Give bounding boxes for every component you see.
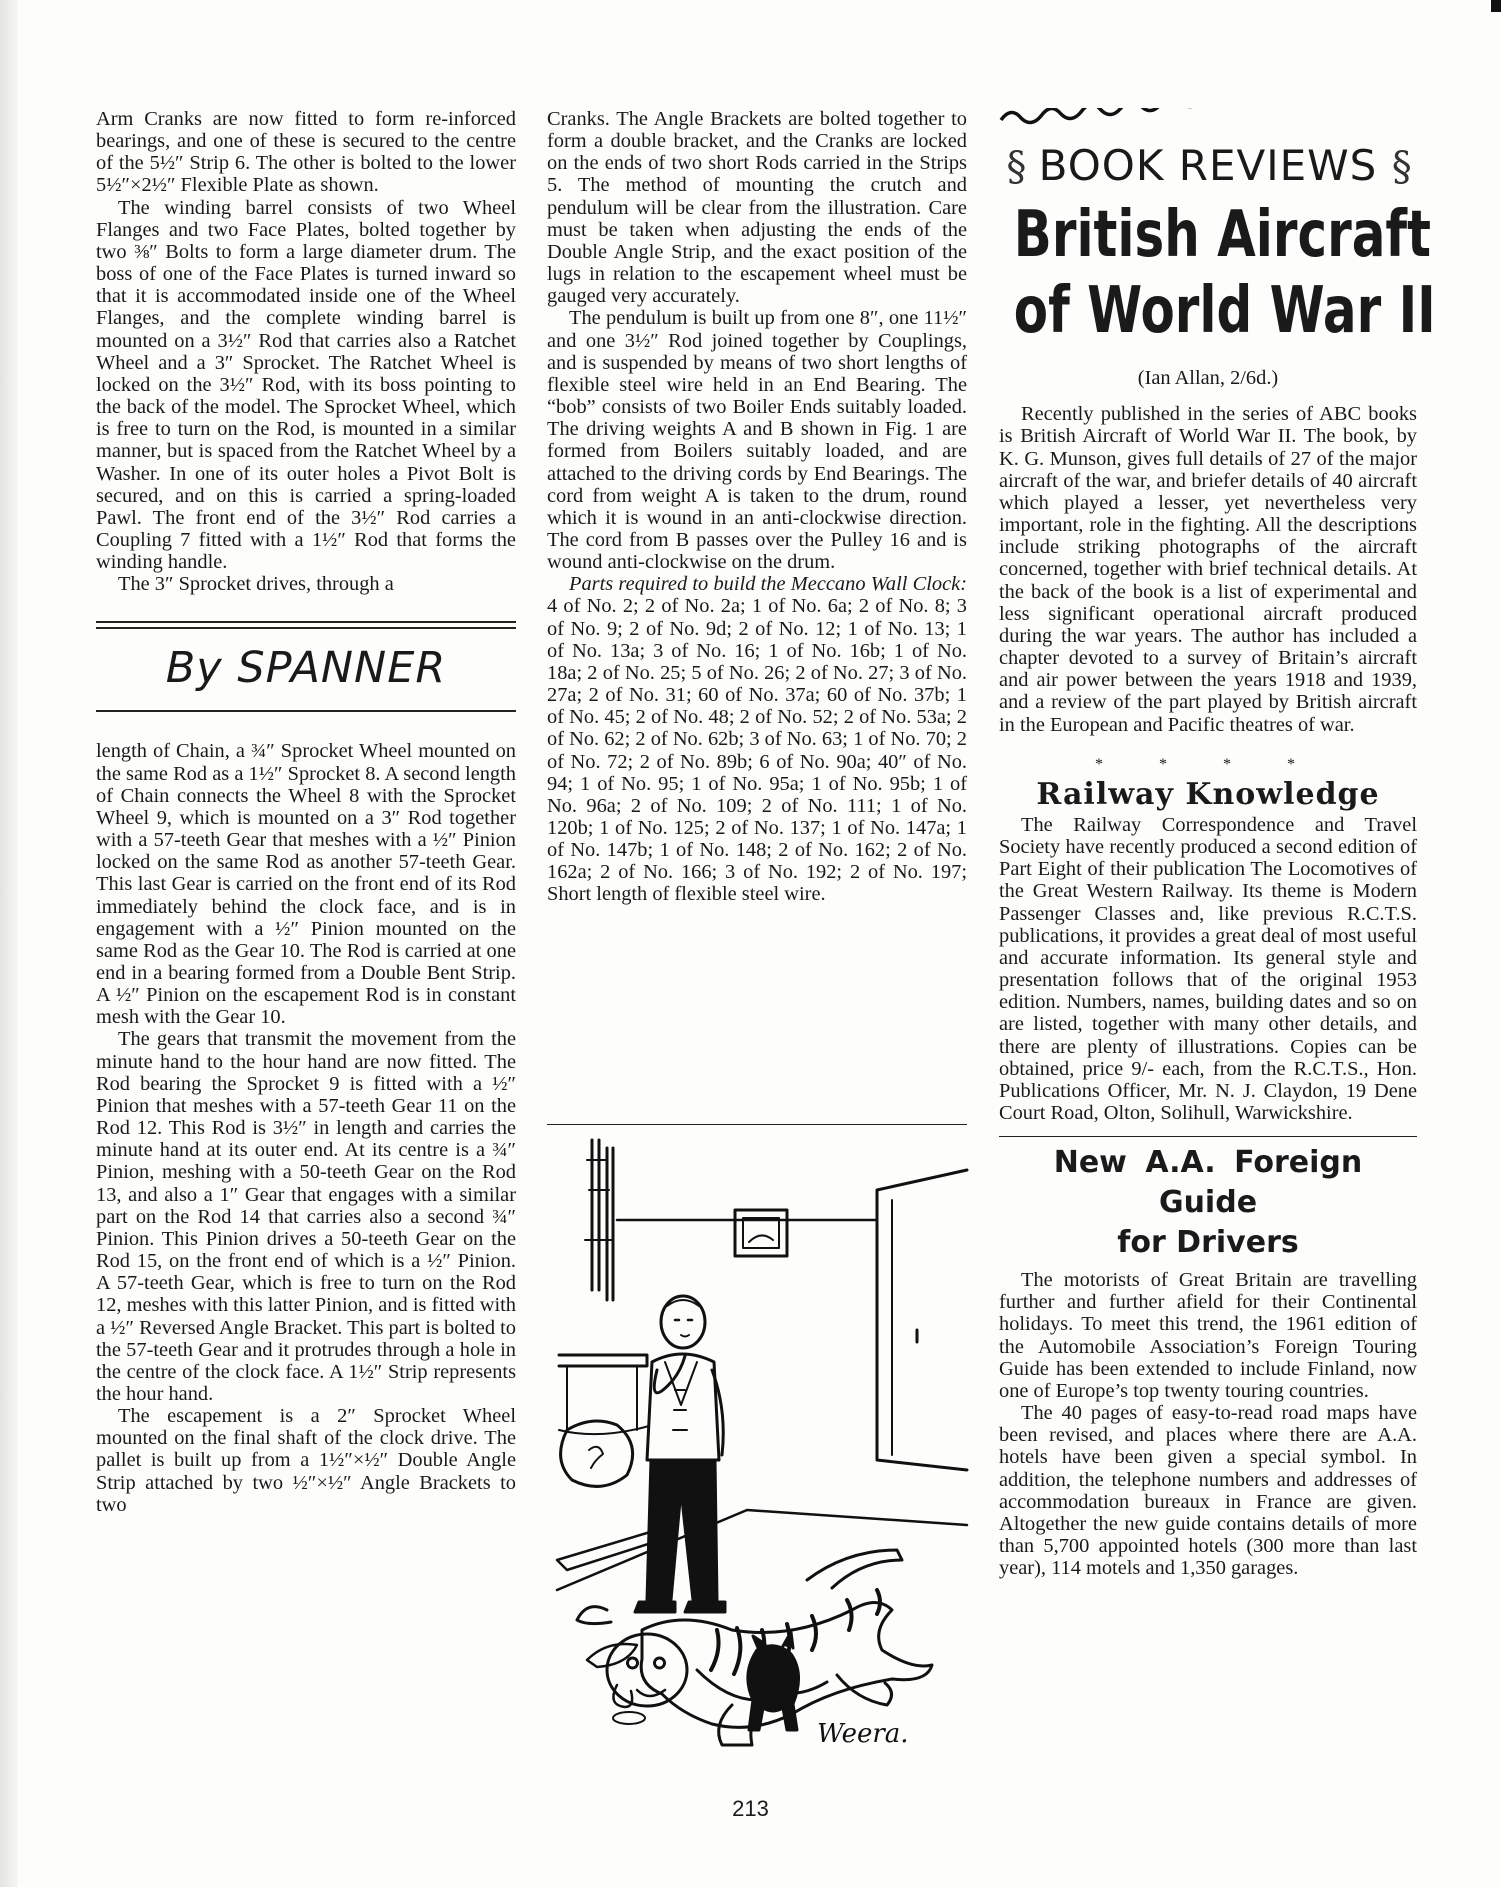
article-column-2: [547, 108, 967, 906]
article-column-1: [96, 108, 516, 1516]
parts-list-label: Parts required to build the Meccano Wall Clock:: [569, 573, 967, 596]
article-paragraph: The gears that transmit the movement from the minute hand to the hour hand are now fitted. The Rod bearing the Sprocket 9 is fitted with a ½″ Pinion that meshes with a 57-teeth Gear 11 on the Rod 12. This Rod is 3½″ in length and carries the minute hand at its outer end. At its centre is a ¾″ Pinion, meshing with a 50-teeth Gear on the Rod 13, and also a 1″ Gear that engages with a similar part on the Rod 14 that carries also a second ¾″ Pinion. This Pinion drives a 50-teeth Gear on the Rod 15, on the front end of which is a ½″ Pinion. A 57-teeth Gear, which is free to turn on the Rod 12, meshes with this latter Pinion, and is fitted with a ½″ Reversed Angle Bracket. This part is bolted to the 57-teeth Gear and it protrudes through a hole in the centre of the clock face. A 1½″ Strip represents the hour hand.: [96, 1028, 516, 1405]
article-paragraph: The 3″ Sprocket drives, through a: [118, 573, 394, 596]
book-title-line-2: of World War II: [1013, 274, 1436, 349]
review-paragraph: The motorists of Great Britain are travelling further and further afield for their Continental holidays. To meet this trend, the 1961 edition of the Automobile Association’s Foreign Touring Guide has been extended to include Finland, now one of Europe’s top twenty touring countries.: [999, 1269, 1417, 1402]
section-heading: [999, 137, 1417, 197]
author-byline: By SPANNER: [165, 643, 447, 694]
page-edge-shadow: [0, 0, 18, 1887]
book-title-line-1: British Aircraft: [1013, 198, 1432, 273]
article-paragraph: The escapement is a 2″ Sprocket Wheel mounted on the final shaft of the clock drive. The pallet is built up from a 1½″×½″ Double Angle Strip attached by two ½″×½″ Angle Brackets to two: [96, 1405, 516, 1516]
decorative-wave-border: [999, 108, 1417, 126]
byline-rule-bottom: [96, 710, 516, 712]
parts-list: [547, 573, 967, 905]
section-heading-text: BOOK REVIEWS: [1038, 141, 1378, 191]
article-paragraph: The pendulum is built up from one 8″, one 11½″ and one 3½″ Rod joined together by Couplings, and is suspended by means of two short lengths of flexible steel wire held in an End Bearing. The “bob” consists of two Boiler Ends suitably loaded. The driving weights A and B shown in Fig. 1 are formed from Boilers suitably loaded, and are attached to the driving cords by End Bearings. The cord from weight A is taken to the drum, round which it is wound in an anti-clockwise direction. The cord from B passes over the Pulley 16 and is wound anti-clockwise on the drum.: [547, 307, 967, 574]
review-paragraph: The Railway Correspondence and Travel Society have recently produced a second edition of Part Eight of their publication The Locomotives of the Great Western Railway. Its theme is Modern Passenger Classes and, like previous R.C.T.S. publications, it provides a great deal of most useful and accurate information. Its general style and presentation follows that of the original 1953 edition. Numbers, names, building dates and so on are listed, together with many other details, and there are plenty of illustrations. Copies can be obtained, price 9/- each, from the R.C.T.S., Hon. Publications Officer, Mr. N. J. Claydon, 19 Dene Court Road, Olton, Solihull, Warwickshire.: [999, 813, 1417, 1124]
article-paragraph: The winding barrel consists of two Wheel Flanges and two Face Plates, bolted together by two ⅜″ Bolts to form a large diameter drum. The boss of one of the Face Plates is turned inward so that it is accommodated inside one of the Wheel Flanges, and the complete winding barrel is mounted on a 3½″ Rod that carries also a Ratchet Wheel and a 3″ Sprocket. The Ratchet Wheel is locked on the 3½″ Rod, with its boss pointing to the back of the model. The Sprocket Wheel, which is free to turn on the Rod, is mounted in a similar manner, but is spaced from the Ratchet Wheel by a Washer. In one of its outer holes a Pivot Bolt is secured, and on this is carried a spring-loaded Pawl. The front end of the 3½″ Rod carries a Coupling 7 fitted with a 1½″ Rod that forms the winding handle.: [96, 196, 516, 574]
scroll-ornament-right: §: [1391, 144, 1413, 191]
wall-pipes: [592, 1140, 613, 1300]
page-corner-mark: [1491, 0, 1501, 12]
article-paragraph: length of Chain, a ¾″ Sprocket Wheel mounted on the same Rod as a 1½″ Sprocket 8. A second length of Chain connects the Wheel 8 with the Sprocket Wheel 9, which is mounted on a 3″ Rod together with a 57-teeth Gear that meshes with a ½″ Pinion locked on the same Rod as another 57-teeth Gear. This last Gear is carried on the front end of its Rod immediately behind the clock face, and is in engagement with a ½″ Pinion mounted on the same Rod as the Gear 10. The Rod is carried at one end in a bearing formed from a Double Bent Strip. A ½″ Pinion on the escapement Rod is in constant mesh with the Gear 10.: [96, 740, 516, 1029]
illustration-rule: [547, 1124, 967, 1125]
byline-box: [96, 621, 516, 712]
cartoon-illustration: [547, 1130, 977, 1770]
review-paragraph: Recently published in the series of ABC books is British Aircraft of World War II. The book, by K. G. Munson, gives full details of 27 of the major aircraft of the war, and briefer details of 40 aircraft which played a lesser, yet nevertheless very important, role in the fighting. All the descriptions include striking photographs of the aircraft concerned, together with brief technical details. At the back of the book is a list of experimental and less significant operational aircraft produced during the war years. The author has included a chapter devoted to a survey of Britain’s aircraft and air power between the years 1918 and 1939, and a review of the part played by British aircraft in the European and Pacific theatres of war.: [999, 403, 1417, 736]
section-separator-stars: * * * *: [1095, 755, 1321, 773]
railway-knowledge-heading: Railway Knowledge: [1036, 776, 1380, 812]
cartoonist-signature: Weera.: [817, 1719, 909, 1749]
publisher-info: (Ian Allan, 2/6d.): [1137, 367, 1279, 390]
article-paragraph: Cranks. The Angle Brackets are bolted together to form a double bracket, and the Cranks are locked on the ends of two short Rods carried in the Strips 5. The method of mounting the crutch and pendulum will be clear from the illustration. Care must be taken when adjusting the ends of the Double Angle Strip, and the exact position of the lugs in relation to the escapement wheel must be gauged very accurately.: [547, 108, 967, 308]
section-rule: [999, 1136, 1417, 1137]
aa-guide-heading-line-2: for Drivers: [1117, 1225, 1299, 1261]
article-paragraph: Arm Cranks are now fitted to form re-inforced bearings, and one of these is secured to the centre of the 5½″ Strip 6. The other is bolted to the lower 5½″×2½″ Flexible Plate as shown.: [96, 108, 516, 197]
aa-guide-heading-line-1: New A.A. Foreign Guide: [1053, 1145, 1363, 1221]
article-column-3: [999, 108, 1436, 1580]
parts-list-items: 4 of No. 2; 2 of No. 2a; 1 of No. 6a; 2 of No. 8; 3 of No. 9; 2 of No. 9d; 2 of No. 12; 1 of No. 13; 1 of No. 13a; 3 of No. 16; 1 of No. 16b; 1 of No. 18a; 2 of No. 25; 5 of No. 26; 2 of No. 27; 3 of No. 27a; 2 of No. 31; 60 of No. 37a; 60 of No. 37b; 1 of No. 45; 2 of No. 48; 2 of No. 52; 2 of No. 53a; 2 of No. 62; 2 of No. 62b; 3 of No. 63; 1 of No. 70; 2 of No. 72; 2 of No. 89b; 6 of No. 90a; 40″ of No. 94; 1 of No. 95; 1 of No. 95a; 1 of No. 95b; 1 of No. 96a; 2 of No. 109; 2 of No. 111; 1 of No. 120b; 1 of No. 125; 2 of No. 137; 1 of No. 147a; 1 of No. 147b; 1 of No. 148; 2 of No. 162; 2 of No. 162a; 2 of No. 166; 3 of No. 192; 2 of No. 197; Short length of flexible steel wire.: [547, 595, 967, 906]
aa-guide-heading: [999, 1143, 1417, 1263]
review-paragraph: The 40 pages of easy-to-read road maps have been revised, and places where there are A.A. hotels have been given a special symbol. In addition, the telephone numbers and addresses of accommodation bureaux in France are given. Altogether the new guide contains details of more than 5,700 appointed hotels (300 more than last year), 114 motels and 1,350 garages.: [999, 1402, 1417, 1580]
page-number: 213: [732, 1796, 769, 1821]
scroll-ornament-left: §: [1006, 144, 1028, 191]
byline-rule-top: [96, 621, 516, 623]
book-reviews-header: [999, 108, 1436, 349]
